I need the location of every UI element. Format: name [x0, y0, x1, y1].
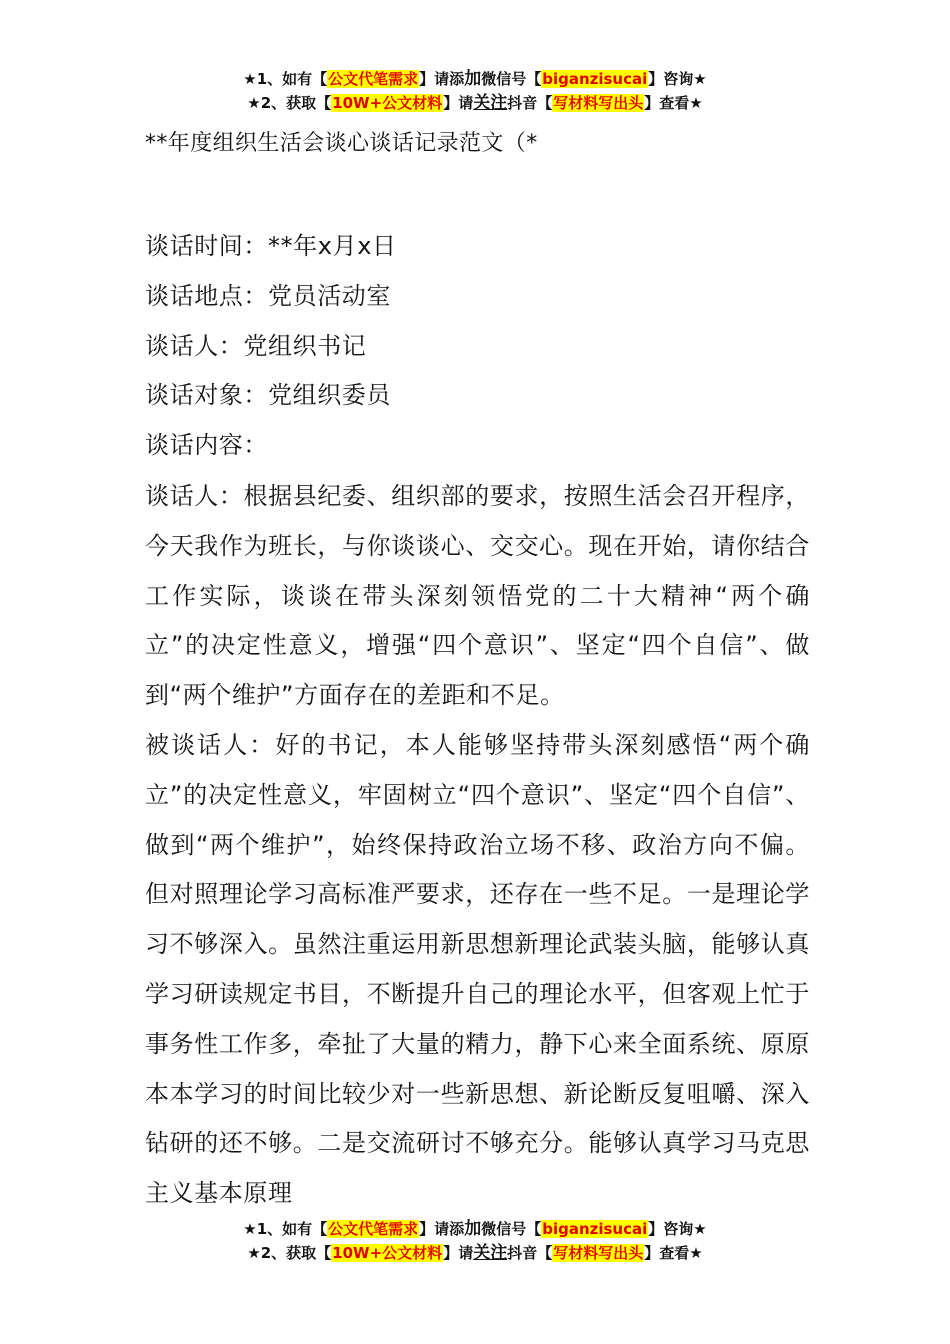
banner-highlight: 写材料写出头 — [553, 94, 644, 112]
banner-text: ★1、如有【 — [243, 70, 328, 88]
banner-text: ★2、获取【 — [247, 1244, 332, 1262]
banner-text: 】请添 — [419, 70, 465, 88]
banner-emphasis: 加 — [464, 1219, 482, 1239]
body-text — [145, 472, 810, 1219]
banner-text: 】请 — [443, 1244, 474, 1262]
banner-text: 抖音【 — [507, 94, 553, 112]
banner-highlight: biganzisucai — [542, 70, 648, 88]
banner-text: ★2、获取【 — [247, 94, 332, 112]
banner-emphasis: 关注 — [473, 93, 508, 113]
paragraph-interviewer: 谈话人：根据县纪委、组织部的要求，按照生活会召开程序，今天我作为班长，与你谈谈心、交交心。现在开始，请你结合工作实际，谈谈在带头深刻领悟党的二十大精神“两个确立”的决定性意义，增强“四个意识”、坚定“四个自信”、做到“两个维护”方面存在的差距和不足。 — [145, 482, 810, 710]
banner-highlight: 10W+公文材料 — [332, 94, 443, 112]
banner-text: 微信号【 — [481, 70, 542, 88]
meta-time: 谈话时间：**年x月x日 — [145, 232, 397, 260]
banner-text: ★1、如有【 — [243, 1220, 328, 1238]
banner-text: 微信号【 — [481, 1220, 542, 1238]
banner-highlight: 公文代笔需求 — [328, 1220, 419, 1238]
document-title: **年度组织生活会谈心谈话记录范文（* — [145, 131, 538, 156]
banner-text: 】咨询★ — [648, 1220, 707, 1238]
paragraph-interviewee: 被谈话人：好的书记，本人能够坚持带头深刻感悟“两个确立”的决定性意义，牢固树立“四个意识”、坚定“四个自信”、做到“两个维护”，始终保持政治立场不移、政治方向不偏。但对照理论学习高标准严要求，还存在一些不足。一是理论学习不够深入。虽然注重运用新思想新理论武装头脑，能够认真学习研读规定书目，不断提升自己的理论水平，但客观上忙于事务性工作多，牵扯了大量的精力，静下心来全面系统、原原本本学习的时间比较少对一些新思想、新论断反复咀嚼、深入钻研的还不够。二是交流研讨不够充分。能够认真学习马克思主义基本原理 — [145, 730, 810, 1208]
banner-line-1 — [0, 1218, 950, 1242]
banner-text: 抖音【 — [507, 1244, 553, 1262]
banner-text: 】查看★ — [644, 1244, 703, 1262]
banner-highlight: 10W+公文材料 — [332, 1244, 443, 1262]
meta-block — [145, 222, 810, 471]
meta-interviewee: 谈话对象：党组织委员 — [145, 381, 391, 410]
banner-highlight: biganzisucai — [542, 1220, 648, 1238]
banner-highlight: 写材料写出头 — [553, 1244, 644, 1262]
banner-text: 】查看★ — [644, 94, 703, 112]
banner-highlight: 公文代笔需求 — [328, 70, 419, 88]
banner-text: 】请 — [443, 94, 474, 112]
meta-interviewer: 谈话人：党组织书记 — [145, 331, 367, 360]
banner-emphasis: 加 — [464, 69, 482, 89]
footer-banner — [0, 1218, 950, 1266]
banner-text: 】咨询★ — [648, 70, 707, 88]
banner-text: 】请添 — [419, 1220, 465, 1238]
banner-line-1 — [0, 68, 950, 92]
meta-location: 谈话地点：党员活动室 — [145, 281, 391, 310]
header-banner — [0, 68, 950, 116]
banner-emphasis: 关注 — [473, 1243, 508, 1263]
banner-line-2 — [0, 1242, 950, 1266]
banner-line-2 — [0, 92, 950, 116]
meta-content-label: 谈话内容： — [145, 431, 268, 460]
